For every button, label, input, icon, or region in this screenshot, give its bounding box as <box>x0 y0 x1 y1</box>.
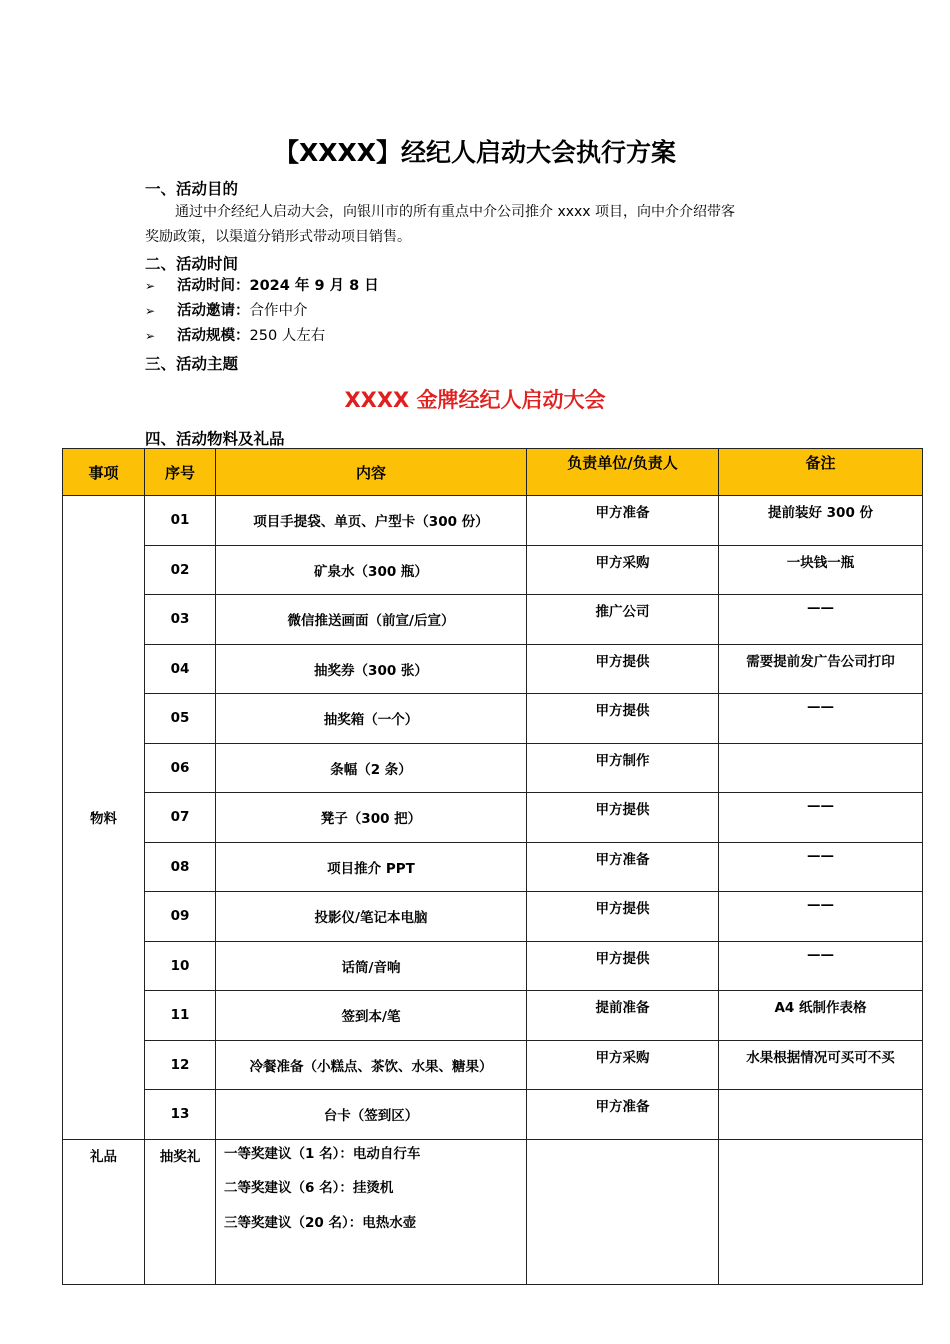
page-title: 【XXXX】经纪人启动大会执行方案 <box>273 138 677 167</box>
header-note: 备注 <box>719 449 923 496</box>
materials-table <box>62 448 923 1285</box>
table-row <box>63 842 923 892</box>
cell-no: 03 <box>145 595 216 645</box>
section-heading-theme: 三、活动主题 <box>145 355 239 373</box>
purpose-paragraph <box>145 200 825 250</box>
cell-gift-type: 抽奖礼 <box>145 1139 216 1284</box>
cell-owner: 甲方提供 <box>527 941 719 991</box>
cell-note <box>719 743 923 793</box>
bullet-value: 合作中介 <box>249 303 308 319</box>
cell-note: 需要提前发广告公司打印 <box>719 644 923 694</box>
table-row <box>63 595 923 645</box>
cell-no: 10 <box>145 941 216 991</box>
section-heading-materials: 四、活动物料及礼品 <box>145 430 285 448</box>
gift-line-first: 一等奖建议（1 名）：电动自行车 <box>224 1145 421 1162</box>
cell-no: 04 <box>145 644 216 694</box>
bullet-value: 250 人左右 <box>249 328 326 344</box>
cell-content: 项目推介 PPT <box>216 842 527 892</box>
cell-content: 抽奖箱（一个） <box>216 694 527 744</box>
cell-owner: 甲方准备 <box>527 842 719 892</box>
header-content: 内容 <box>216 449 527 496</box>
header-item: 事项 <box>63 449 145 496</box>
table-row <box>63 1090 923 1140</box>
cell-no: 09 <box>145 892 216 942</box>
arrow-bullet-icon: ➢ <box>145 304 156 318</box>
cell-content: 微信推送画面（前宣/后宣） <box>216 595 527 645</box>
bullet-label: 活动规模： <box>177 328 250 344</box>
cell-content: 台卡（签到区） <box>216 1090 527 1140</box>
cell-note: —— <box>719 892 923 942</box>
cell-no: 06 <box>145 743 216 793</box>
cell-content: 抽奖券（300 张） <box>216 644 527 694</box>
table-row <box>63 892 923 942</box>
cell-content: 话筒/音响 <box>216 941 527 991</box>
section-heading-purpose: 一、活动目的 <box>145 180 239 198</box>
cell-no: 02 <box>145 545 216 595</box>
cell-gift-owner <box>527 1139 719 1284</box>
cell-content: 冷餐准备（小糕点、茶饮、水果、糖果） <box>216 1040 527 1090</box>
cell-no: 11 <box>145 991 216 1041</box>
cell-no: 01 <box>145 496 216 546</box>
cell-content: 签到本/笔 <box>216 991 527 1041</box>
cell-note: —— <box>719 793 923 843</box>
gift-line-second: 二等奖建议（6 名）：挂烫机 <box>224 1180 394 1196</box>
cell-content: 凳子（300 把） <box>216 793 527 843</box>
cell-owner: 推广公司 <box>527 595 719 645</box>
table-row <box>63 991 923 1041</box>
table-row <box>63 1040 923 1090</box>
cell-owner: 提前准备 <box>527 991 719 1041</box>
cell-owner: 甲方提供 <box>527 793 719 843</box>
cell-note: —— <box>719 595 923 645</box>
cell-note: 一块钱一瓶 <box>719 545 923 595</box>
purpose-line-1: 通过中介经纪人启动大会，向银川市的所有重点中介公司推介 xxxx 项目，向中介介绍带客 <box>175 204 736 220</box>
cell-content: 投影仪/笔记本电脑 <box>216 892 527 942</box>
cell-no: 12 <box>145 1040 216 1090</box>
bullet-label: 活动邀请： <box>177 303 250 319</box>
cell-content: 条幅（2 条） <box>216 743 527 793</box>
header-no: 序号 <box>145 449 216 496</box>
cell-no: 05 <box>145 694 216 744</box>
event-theme: XXXX 金牌经纪人启动大会 <box>344 388 606 412</box>
cell-owner: 甲方准备 <box>527 496 719 546</box>
table-header-row <box>63 449 923 496</box>
table-row <box>63 545 923 595</box>
table-row-gift <box>63 1139 923 1284</box>
cell-owner: 甲方制作 <box>527 743 719 793</box>
table-row <box>63 496 923 546</box>
cell-owner: 甲方采购 <box>527 545 719 595</box>
cell-owner: 甲方提供 <box>527 892 719 942</box>
section-heading-time: 二、活动时间 <box>145 255 239 273</box>
cell-no: 08 <box>145 842 216 892</box>
cell-no: 13 <box>145 1090 216 1140</box>
bullet-item-scale <box>145 325 325 347</box>
cell-owner: 甲方提供 <box>527 644 719 694</box>
cell-content: 项目手提袋、单页、户型卡（300 份） <box>216 496 527 546</box>
group-cell-gift: 礼品 <box>63 1139 145 1284</box>
table-row <box>63 793 923 843</box>
bullet-item-time <box>145 275 379 297</box>
purpose-line-2: 奖励政策，以渠道分销形式带动项目销售。 <box>145 229 411 245</box>
bullet-item-invite <box>145 300 308 322</box>
group-cell-material: 物料 <box>63 496 145 1140</box>
cell-note: —— <box>719 694 923 744</box>
cell-note: 水果根据情况可买可不买 <box>719 1040 923 1090</box>
cell-gift-list <box>216 1139 527 1284</box>
cell-gift-note <box>719 1139 923 1284</box>
table-row <box>63 694 923 744</box>
cell-note: —— <box>719 842 923 892</box>
cell-owner: 甲方准备 <box>527 1090 719 1140</box>
cell-note: —— <box>719 941 923 991</box>
gift-line-third: 三等奖建议（20 名）：电热水壶 <box>224 1214 417 1231</box>
bullet-label: 活动时间： <box>177 278 250 294</box>
cell-note: 提前装好 300 份 <box>719 496 923 546</box>
header-owner: 负责单位/负责人 <box>527 449 719 496</box>
arrow-bullet-icon: ➢ <box>145 329 156 343</box>
table-row <box>63 743 923 793</box>
bullet-value: 2024 年 9 月 8 日 <box>249 278 379 294</box>
cell-note <box>719 1090 923 1140</box>
cell-note: A4 纸制作表格 <box>719 991 923 1041</box>
cell-no: 07 <box>145 793 216 843</box>
cell-owner: 甲方提供 <box>527 694 719 744</box>
cell-content: 矿泉水（300 瓶） <box>216 545 527 595</box>
table-row <box>63 941 923 991</box>
cell-owner: 甲方采购 <box>527 1040 719 1090</box>
arrow-bullet-icon: ➢ <box>145 279 156 293</box>
table-row <box>63 644 923 694</box>
